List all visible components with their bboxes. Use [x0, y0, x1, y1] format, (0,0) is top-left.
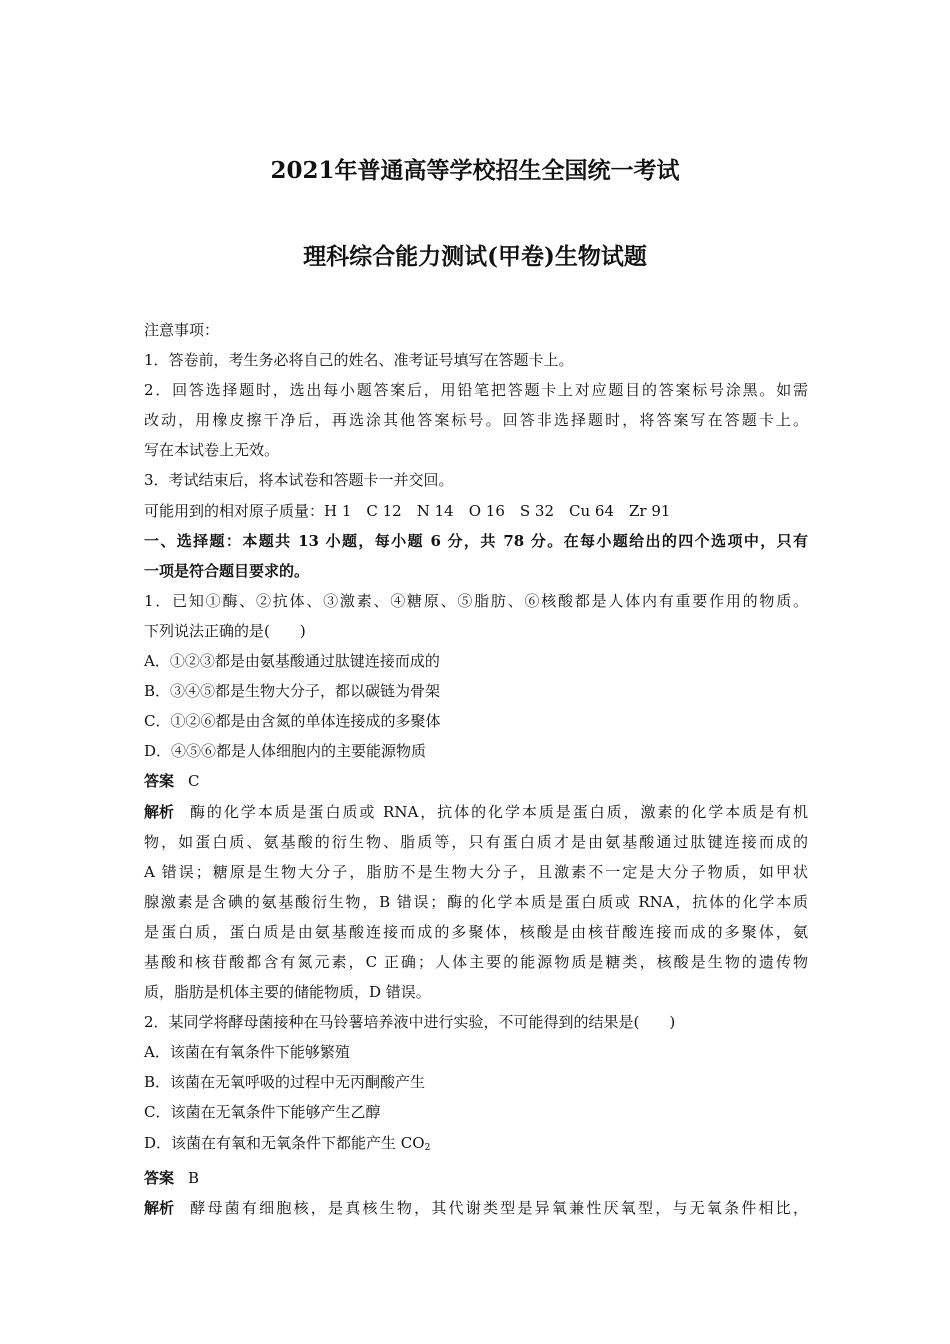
- notice-item-2-line-1: 2．回答选择题时，选出每小题答案后，用铅笔把答题卡上对应题目的答案标号涂黑。如需: [144, 381, 808, 400]
- q2-option-a: A．该菌在有氧条件下能够繁殖: [144, 1043, 350, 1062]
- section-heading-line-1: 一、选择题：本题共 13 小题，每小题 6 分，共 78 分。在每小题给出的四个选项中，只有: [144, 531, 808, 550]
- q1-explanation-line-7: 质，脂肪是机体主要的储能物质，D 错误。: [144, 983, 431, 1002]
- q2-option-d: [144, 1128, 808, 1163]
- q1-option-c: C．①②⑥都是由含氮的单体连接成的多聚体: [144, 712, 441, 731]
- notice-item-3: 3．考试结束后，将本试卷和答题卡一并交回。: [144, 471, 454, 490]
- answer-label: 答案: [144, 772, 175, 791]
- notice-item-2-line-2: 改动，用橡皮擦干净后，再选涂其他答案标号。回答非选择题时，将答案写在答题卡上。: [144, 411, 808, 430]
- exam-title: 2021年普通高等学校招生全国统一考试: [270, 157, 680, 184]
- notice-item-2-line-3: 写在本试卷上无效。: [144, 441, 280, 460]
- answer-value: C: [188, 772, 200, 791]
- explanation-text: 酵母菌有细胞核，是真核生物，其代谢类型是异氧兼性厌氧型，与无氧条件相比，: [188, 1198, 808, 1217]
- answer-label: 答案: [144, 1168, 175, 1187]
- q2-answer: [144, 1163, 808, 1193]
- q1-option-b: B．③④⑤都是生物大分子，都以碳链为骨架: [144, 682, 441, 701]
- q2-option-c: C．该菌在无氧条件下能够产生乙醇: [144, 1103, 381, 1122]
- q2-explanation-line-1: [144, 1193, 808, 1223]
- q2-option-d-text: D．该菌在有氧和无氧条件下都能产生 CO: [144, 1133, 425, 1152]
- q1-option-d: D．④⑤⑥都是人体细胞内的主要能源物质: [144, 742, 427, 761]
- q1-option-a: A．①②③都是由氨基酸通过肽键连接而成的: [144, 652, 440, 671]
- q1-explanation-line-2: 物，如蛋白质、氨基酸的衍生物、脂质等，只有蛋白质才是由氨基酸通过肽键连接而成的: [144, 832, 808, 851]
- explanation-label: 解析: [144, 1198, 175, 1217]
- q1-stem-line-2: 下列说法正确的是( ): [144, 621, 306, 640]
- exam-subtitle: 理科综合能力测试(甲卷)生物试题: [303, 243, 647, 270]
- document-body: [144, 315, 808, 1223]
- answer-value: B: [188, 1168, 200, 1187]
- q1-explanation-line-4: 腺激素是含碘的氨基酸衍生物，B 错误；酶的化学本质是蛋白质或 RNA，抗体的化学本质: [144, 892, 808, 911]
- section-heading-line-2: 一项是符合题目要求的。: [144, 561, 310, 580]
- q1-explanation-line-5: 是蛋白质，蛋白质是由氨基酸连接而成的多聚体，核酸是由核苷酸连接而成的多聚体，氨: [144, 922, 808, 941]
- q1-answer: [144, 766, 808, 796]
- notice-item-1: 1．答卷前，考生务必将自己的姓名、准考证号填写在答题卡上。: [144, 351, 574, 370]
- q1-explanation-line-1: [144, 797, 808, 827]
- notice-heading: 注意事项：: [144, 321, 220, 339]
- explanation-label: 解析: [144, 802, 175, 821]
- q1-explanation-line-3: A 错误；糖原是生物大分子，脂肪不是生物大分子，且激素不一定是大分子物质，如甲状: [144, 862, 808, 881]
- atomic-masses: 可能用到的相对原子质量：H 1 C 12 N 14 O 16 S 32 Cu 64 Zr 91: [144, 501, 671, 520]
- q1-stem-line-1: 1．已知①酶、②抗体、③激素、④糖原、⑤脂肪、⑥核酸都是人体内有重要作用的物质。: [144, 591, 808, 610]
- q2-stem: 2．某同学将酵母菌接种在马铃薯培养液中进行实验，不可能得到的结果是( ): [144, 1013, 676, 1032]
- q2-option-b: B．该菌在无氧呼吸的过程中无丙酮酸产生: [144, 1073, 426, 1092]
- subscript-2: 2: [424, 1142, 431, 1153]
- q1-explanation-line-6: 基酸和核苷酸都含有氮元素，C 正确；人体主要的能源物质是糖类，核酸是生物的遗传物: [144, 952, 808, 971]
- explanation-text: 酶的化学本质是蛋白质或 RNA，抗体的化学本质是蛋白质，激素的化学本质是有机: [188, 802, 808, 821]
